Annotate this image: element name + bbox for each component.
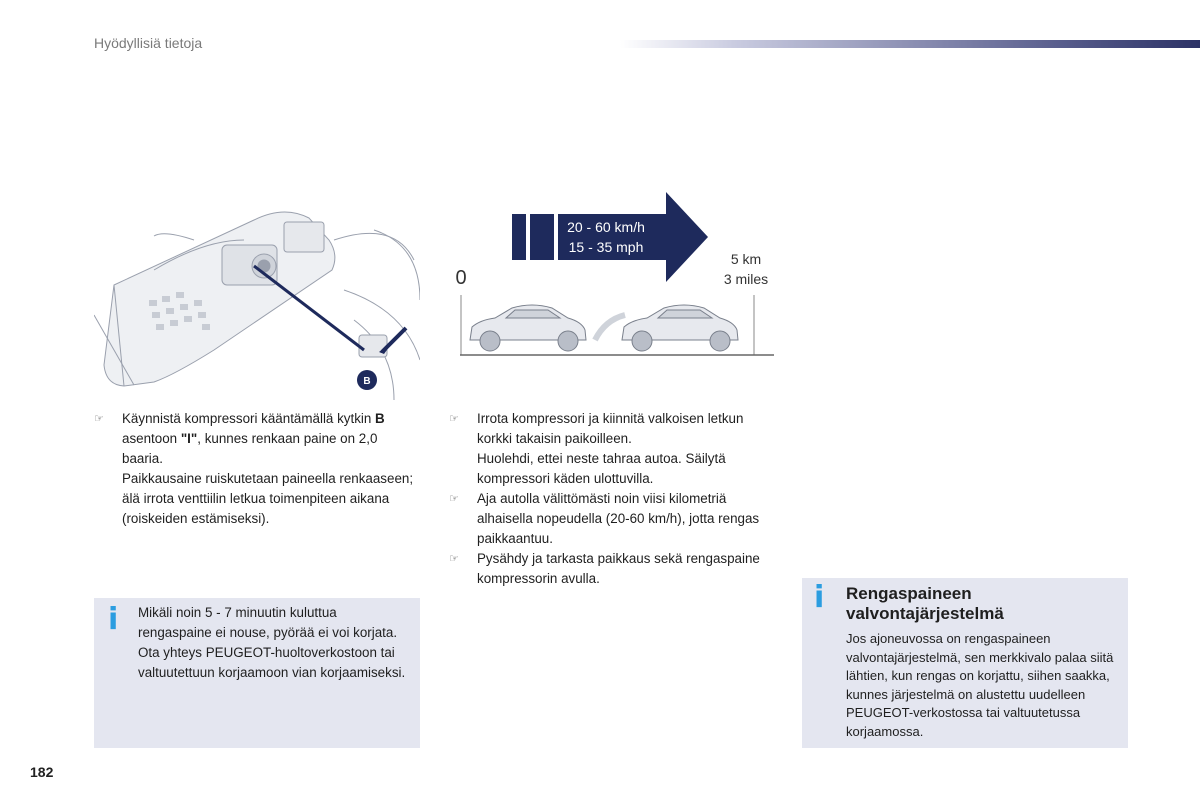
instruction-text: Aja autolla välittömästi noin viisi kilometriä alhaisella nopeudella (20-60 km/h), jotta rengas paikkaantuu. [477,491,760,546]
instruction-text: Pysähdy ja tarkasta paikkaus sekä rengaspaine kompressorin avulla. [477,551,760,586]
instruction-note: Huolehdi, ettei neste tahraa autoa. Säilytä kompressori käden ulottuvilla. [477,451,726,486]
instruction-text: , kunnes renkaan paine on 2,0 baaria. [122,431,378,466]
pointing-hand-icon: ☞ [94,412,104,425]
instruction-bold-switch: B [375,411,385,426]
instruction-note: Paikkausaine ruiskutetaan paineella renkaaseen; älä irrota venttiilin letkua toimenpiteen aikana (roiskeiden estämiseksi). [122,471,414,526]
speed-mph-label: 15 - 35 mph [568,239,644,255]
instruction-item [94,409,420,469]
instruction-text: Käynnistä kompressori kääntämällä kytkin [122,411,376,426]
header-gradient-bar [620,40,1200,48]
pointing-hand-icon: ☞ [449,552,459,565]
info-text: Mikäli noin 5 - 7 minuutin kuluttua rengaspaine ei nouse, pyörää ei voi korjata. Ota yhteys PEUGEOT-huoltoverkostoon tai valtuutettuun korjaamoon vian korjaamiseksi. [138,605,406,680]
car-end-image [622,305,738,351]
speed-kmh-label: 20 - 60 km/h [567,219,645,235]
instruction-text: asentoon [122,431,181,446]
page-number: 182 [30,764,54,780]
info-heading-line: Rengaspaineen [846,584,972,603]
info-heading-line: valvontajärjestelmä [846,604,1004,623]
pointing-hand-icon: ☞ [449,412,459,425]
speed-distance-illustration [440,190,780,360]
info-box-repair-failure [94,598,420,748]
end-distance-miles-label: 3 miles [723,271,769,287]
info-heading [846,584,1004,624]
instruction-item [449,489,779,549]
car-start-image [470,305,586,351]
instruction-bold-position: "I" [180,431,198,446]
left-instructions [94,409,420,529]
info-box-tpms [802,578,1128,748]
middle-instructions [449,409,779,589]
instruction-item [449,409,779,449]
label-b: B [363,376,371,387]
info-icon: i [814,580,825,615]
info-icon: i [108,602,119,637]
section-title: Hyödyllisiä tietoja [94,35,203,51]
start-distance-label: 0 [455,267,467,289]
info-text: Jos ajoneuvossa on rengaspaineen valvontajärjestelmä, sen merkkivalo palaa siitä lähtien, kun rengas on korjattu, siihen saakka, kunnes järjestelmä on alustettu uudelleen PEUGEOT-verkostossa tai valtuutetussa korjaamossa. [846,631,1114,739]
instruction-item [449,549,779,589]
instruction-text: Irrota kompressori ja kiinnitä valkoisen letkun korkki takaisin paikoilleen. [477,411,744,446]
pointing-hand-icon: ☞ [449,492,459,505]
compressor-illustration [94,200,420,400]
end-distance-km-label: 5 km [730,251,762,267]
